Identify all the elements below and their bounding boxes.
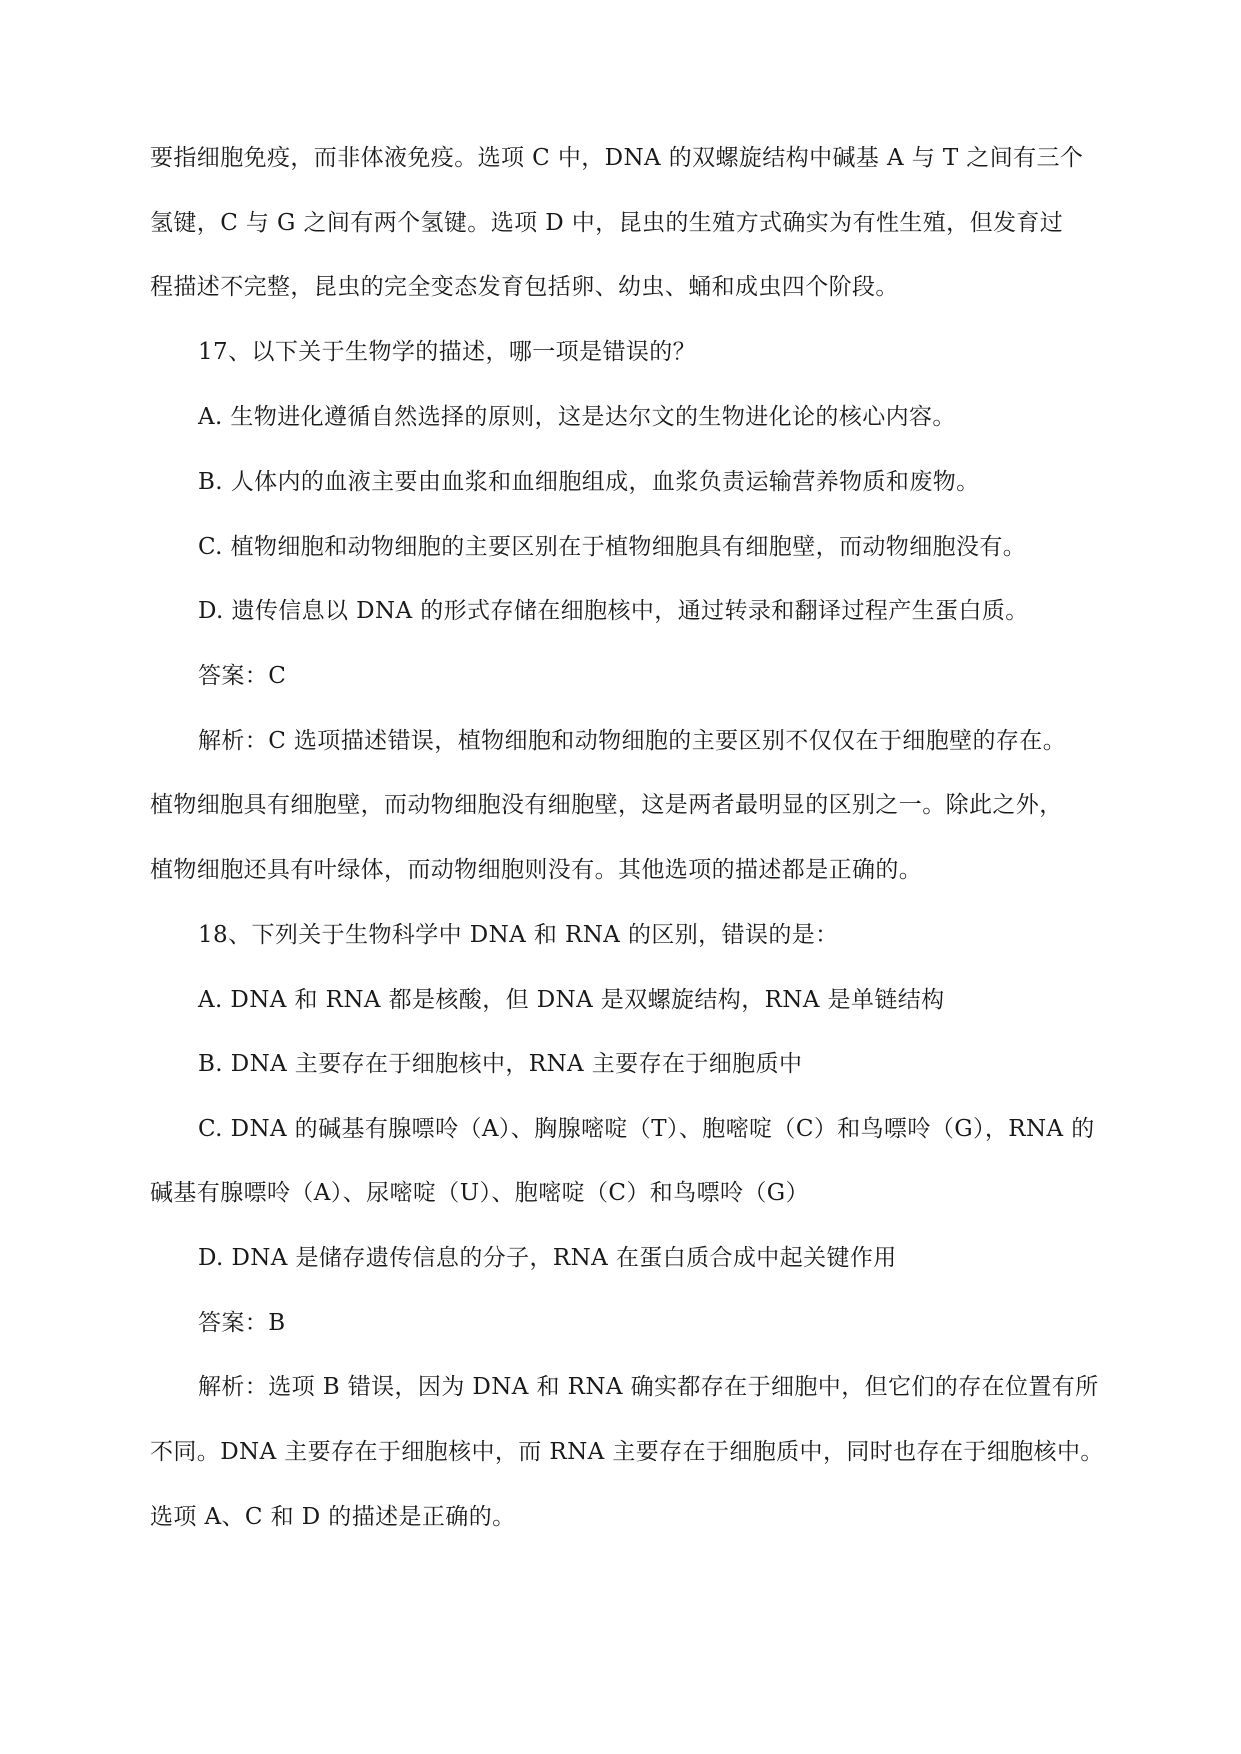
question-17-answer: 答案：C: [198, 663, 287, 689]
text-line: 氢键，C 与 G 之间有两个氢键。选项 D 中，昆虫的生殖方式确实为有性生殖，但发育过: [150, 210, 1064, 236]
question-18-option-c: C. DNA 的碱基有腺嘌呤（A）、胸腺嘧啶（T）、胞嘧啶（C）和鸟嘌呤（G），RNA 的: [198, 1116, 1095, 1142]
text-line: 选项 A、C 和 D 的描述是正确的。: [150, 1504, 516, 1530]
question-17-option-a: A. 生物进化遵循自然选择的原则，这是达尔文的生物进化论的核心内容。: [198, 404, 956, 430]
question-18-option-a: A. DNA 和 RNA 都是核酸，但 DNA 是双螺旋结构，RNA 是单链结构: [198, 987, 945, 1013]
text-line: 不同。DNA 主要存在于细胞核中，而 RNA 主要存在于细胞质中，同时也存在于细胞核中。: [150, 1439, 1104, 1465]
question-18-analysis: 解析：选项 B 错误，因为 DNA 和 RNA 确实都存在于细胞中，但它们的存在位置有所: [198, 1374, 1099, 1400]
question-18-answer: 答案：B: [198, 1310, 286, 1336]
question-18-stem: 18、下列关于生物科学中 DNA 和 RNA 的区别，错误的是：: [198, 922, 839, 948]
text-line: 要指细胞免疫，而非体液免疫。选项 C 中，DNA 的双螺旋结构中碱基 A 与 T 之间有三个: [150, 145, 1084, 171]
question-17-option-d: D. 遗传信息以 DNA 的形式存储在细胞核中，通过转录和翻译过程产生蛋白质。: [198, 598, 1029, 624]
question-17-stem: 17、以下关于生物学的描述，哪一项是错误的？: [198, 339, 697, 365]
text-line: 碱基有腺嘌呤（A）、尿嘧啶（U）、胞嘧啶（C）和鸟嘌呤（G）: [150, 1180, 809, 1206]
question-17-option-b: B. 人体内的血液主要由血浆和血细胞组成，血浆负责运输营养物质和废物。: [198, 469, 980, 495]
text-line: 植物细胞还具有叶绿体，而动物细胞则没有。其他选项的描述都是正确的。: [150, 857, 923, 883]
question-18-option-d: D. DNA 是储存遗传信息的分子，RNA 在蛋白质合成中起关键作用: [198, 1245, 897, 1271]
question-17-option-c: C. 植物细胞和动物细胞的主要区别在于植物细胞具有细胞壁，而动物细胞没有。: [198, 534, 1027, 560]
question-18-option-b: B. DNA 主要存在于细胞核中，RNA 主要存在于细胞质中: [198, 1051, 803, 1077]
text-line: 植物细胞具有细胞壁，而动物细胞没有细胞壁，这是两者最明显的区别之一。除此之外，: [150, 792, 1063, 818]
text-line: 程描述不完整，昆虫的完全变态发育包括卵、幼虫、蛹和成虫四个阶段。: [150, 274, 899, 300]
question-17-analysis: 解析：C 选项描述错误，植物细胞和动物细胞的主要区别不仅仅在于细胞壁的存在。: [198, 728, 1067, 754]
